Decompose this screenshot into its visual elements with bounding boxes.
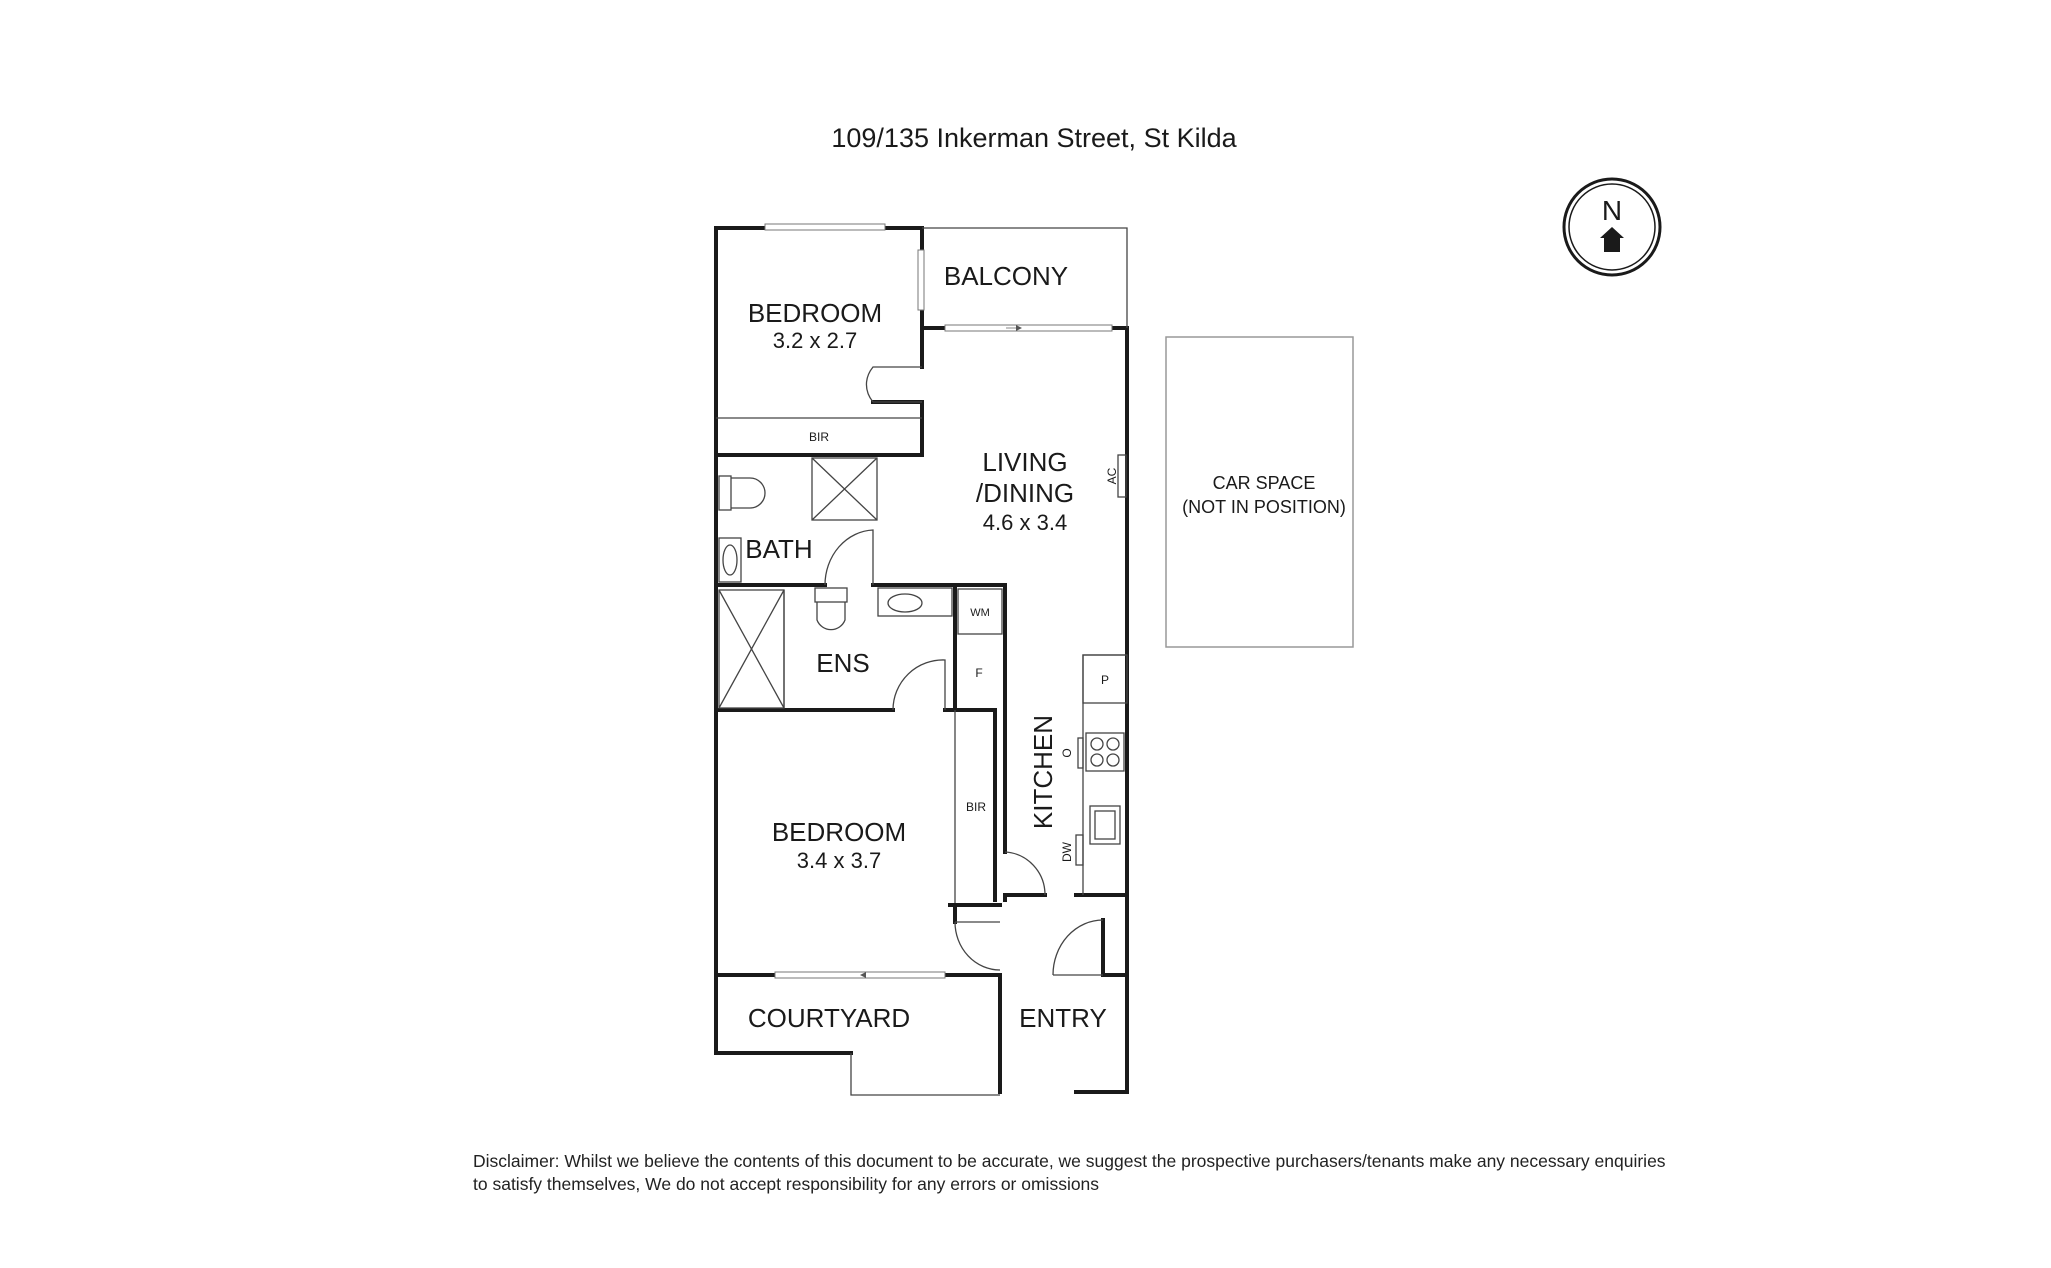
living-dims: 4.6 x 3.4 xyxy=(982,510,1068,535)
dishwasher-label: DW xyxy=(1060,842,1075,862)
pantry-label: P xyxy=(1100,673,1110,687)
north-compass xyxy=(1564,179,1660,275)
north-arrow-icon xyxy=(1600,227,1624,252)
page-title: 109/135 Inkerman Street, St Kilda xyxy=(831,123,1237,153)
bir-side-label: BIR xyxy=(965,800,987,814)
sink-icon xyxy=(1090,806,1120,844)
car-space-line1: CAR SPACE xyxy=(1212,473,1316,493)
ens-name: ENS xyxy=(816,648,870,678)
ensuite-basin-icon xyxy=(878,588,952,616)
car-space-line2: (NOT IN POSITION) xyxy=(1182,497,1346,517)
wm-label: WM xyxy=(970,607,990,619)
living-name-line2: /DINING xyxy=(975,478,1075,508)
bedroom1-dims: 3.2 x 2.7 xyxy=(772,328,858,353)
fridge-label: F xyxy=(975,666,983,680)
ac-label: AC xyxy=(1105,467,1120,485)
entry-name: ENTRY xyxy=(1019,1003,1107,1033)
basin-icon xyxy=(719,538,741,582)
oven-label: O xyxy=(1060,748,1075,758)
balcony-name: BALCONY xyxy=(943,261,1069,291)
bath-name: BATH xyxy=(745,534,813,564)
cooktop-icon xyxy=(1078,733,1124,771)
bedroom2-name: BEDROOM xyxy=(771,817,907,847)
walls xyxy=(716,228,1127,1095)
bedroom2-dims: 3.4 x 3.7 xyxy=(796,848,882,873)
living-name-line1: LIVING xyxy=(982,447,1068,477)
compass-letter: N xyxy=(1601,195,1623,226)
bir-top-label: BIR xyxy=(808,430,830,444)
toilet-icon xyxy=(719,476,765,510)
ensuite-toilet-icon xyxy=(815,588,847,630)
kitchen-name: KITCHEN xyxy=(1027,714,1058,830)
bedroom1-name: BEDROOM xyxy=(747,298,883,328)
ac-unit xyxy=(1118,455,1126,497)
courtyard-name: COURTYARD xyxy=(747,1003,911,1033)
disclaimer-text: Disclaimer: Whilst we believe the contents of this document to be accurate, we suggest the prospective purchasers/tenants make any necessary enquiries to satisfy themselves, We do not accept responsibility for any errors or omissions xyxy=(473,1151,1666,1194)
